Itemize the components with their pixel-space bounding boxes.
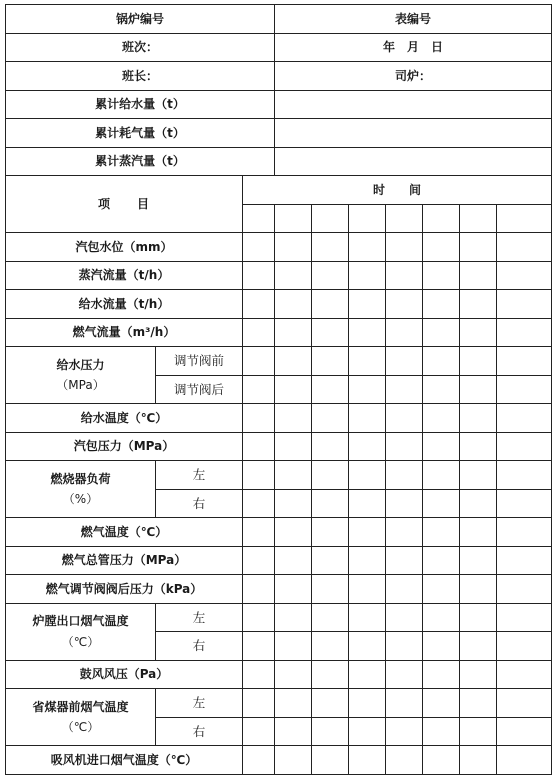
data-cell[interactable]	[275, 489, 312, 518]
data-cell[interactable]	[349, 518, 386, 547]
data-cell[interactable]	[460, 575, 497, 604]
data-cell[interactable]	[460, 632, 497, 661]
data-cell[interactable]	[243, 575, 275, 604]
foreman-label: 班长：	[6, 62, 275, 91]
data-cell[interactable]	[460, 290, 497, 319]
data-cell[interactable]	[386, 489, 423, 518]
data-cell[interactable]	[243, 261, 275, 290]
data-cell[interactable]	[423, 347, 460, 376]
data-cell[interactable]	[386, 575, 423, 604]
data-cell[interactable]	[423, 290, 460, 319]
data-cell[interactable]	[312, 632, 349, 661]
before-valve-label: 调节阀前	[156, 347, 243, 376]
data-cell[interactable]	[312, 318, 349, 347]
burner-load-title: 燃烧器负荷	[50, 471, 111, 486]
cumulative-steam-row	[6, 147, 552, 176]
economizer-row-left	[6, 689, 552, 718]
time-slot-cell[interactable]	[349, 204, 386, 233]
time-slot-cell[interactable]	[460, 204, 497, 233]
steam-flow-label: 蒸汽流量（t/h）	[6, 261, 243, 290]
data-cell[interactable]	[275, 318, 312, 347]
data-cell[interactable]	[497, 233, 552, 262]
data-cell[interactable]	[349, 689, 386, 718]
burner-load-row-left	[6, 461, 552, 490]
data-cell[interactable]	[386, 318, 423, 347]
data-cell[interactable]	[312, 375, 349, 404]
blower-pressure-row	[6, 660, 552, 689]
feed-pressure-row-before	[6, 347, 552, 376]
fan-inlet-temp-label: 吸风机进口烟气温度（℃）	[6, 746, 243, 775]
data-cell[interactable]	[312, 261, 349, 290]
gas-temp-label: 燃气温度（℃）	[6, 518, 243, 547]
data-cell[interactable]	[386, 233, 423, 262]
feed-flow-row	[6, 290, 552, 319]
data-cell[interactable]	[349, 717, 386, 746]
data-cell[interactable]	[497, 489, 552, 518]
data-cell[interactable]	[275, 546, 312, 575]
cumulative-gas-cell[interactable]	[275, 119, 552, 148]
data-cell[interactable]	[497, 404, 552, 433]
meter-no-label: 表编号	[275, 5, 552, 34]
data-cell[interactable]	[349, 347, 386, 376]
data-cell[interactable]	[386, 632, 423, 661]
furnace-outlet-label	[6, 603, 156, 660]
data-cell[interactable]	[275, 233, 312, 262]
data-cell[interactable]	[349, 261, 386, 290]
data-cell[interactable]	[460, 261, 497, 290]
data-cell[interactable]	[386, 432, 423, 461]
data-cell[interactable]	[312, 689, 349, 718]
data-cell[interactable]	[275, 290, 312, 319]
data-cell[interactable]	[460, 546, 497, 575]
drum-level-label: 汽包水位（mm）	[6, 233, 243, 262]
header-row-foreman	[6, 62, 552, 91]
data-cell[interactable]	[386, 746, 423, 775]
economizer-label	[6, 689, 156, 746]
data-cell[interactable]	[349, 318, 386, 347]
data-cell[interactable]	[497, 461, 552, 490]
data-cell[interactable]	[497, 575, 552, 604]
data-cell[interactable]	[243, 518, 275, 547]
gas-flow-label: 燃气流量（m³/h）	[6, 318, 243, 347]
data-cell[interactable]	[386, 689, 423, 718]
burner-load-label	[6, 461, 156, 518]
data-cell[interactable]	[386, 347, 423, 376]
data-cell[interactable]	[423, 518, 460, 547]
data-cell[interactable]	[275, 461, 312, 490]
data-cell[interactable]	[275, 660, 312, 689]
data-cell[interactable]	[423, 632, 460, 661]
grid-header-row	[6, 176, 552, 205]
data-cell[interactable]	[243, 347, 275, 376]
fan-inlet-temp-row	[6, 746, 552, 775]
data-cell[interactable]	[275, 432, 312, 461]
data-cell[interactable]	[312, 660, 349, 689]
economizer-left-label: 左	[156, 689, 243, 718]
data-cell[interactable]	[349, 489, 386, 518]
data-cell[interactable]	[460, 375, 497, 404]
gas-temp-row	[6, 518, 552, 547]
furnace-right-label: 右	[156, 632, 243, 661]
gas-valve-pressure-label: 燃气调节阀阀后压力（kPa）	[6, 575, 243, 604]
data-cell[interactable]	[460, 746, 497, 775]
after-valve-label: 调节阀后	[156, 375, 243, 404]
data-cell[interactable]	[243, 689, 275, 718]
data-cell[interactable]	[497, 375, 552, 404]
data-cell[interactable]	[312, 290, 349, 319]
cumulative-gas-row	[6, 119, 552, 148]
data-cell[interactable]	[275, 518, 312, 547]
data-cell[interactable]	[349, 233, 386, 262]
data-cell[interactable]	[497, 689, 552, 718]
data-cell[interactable]	[243, 660, 275, 689]
data-cell[interactable]	[386, 518, 423, 547]
time-slot-cell[interactable]	[497, 204, 552, 233]
data-cell[interactable]	[349, 290, 386, 319]
time-slot-cell[interactable]	[423, 204, 460, 233]
data-cell[interactable]	[497, 546, 552, 575]
data-cell[interactable]	[275, 347, 312, 376]
data-cell[interactable]	[423, 233, 460, 262]
data-cell[interactable]	[243, 461, 275, 490]
data-cell[interactable]	[460, 347, 497, 376]
data-cell[interactable]	[312, 546, 349, 575]
data-cell[interactable]	[312, 518, 349, 547]
data-cell[interactable]	[312, 746, 349, 775]
data-cell[interactable]	[497, 746, 552, 775]
data-cell[interactable]	[460, 518, 497, 547]
time-slot-cell[interactable]	[386, 204, 423, 233]
boiler-operation-log	[5, 4, 551, 775]
data-cell[interactable]	[497, 518, 552, 547]
data-cell[interactable]	[423, 404, 460, 433]
data-cell[interactable]	[312, 489, 349, 518]
data-cell[interactable]	[460, 318, 497, 347]
data-cell[interactable]	[349, 746, 386, 775]
data-cell[interactable]	[312, 347, 349, 376]
data-cell[interactable]	[497, 290, 552, 319]
cumulative-steam-cell[interactable]	[275, 147, 552, 176]
burner-load-unit: （%）	[62, 492, 99, 506]
data-cell[interactable]	[275, 632, 312, 661]
economizer-title: 省煤器前烟气温度	[32, 699, 129, 714]
data-cell[interactable]	[386, 660, 423, 689]
furnace-outlet-unit: （℃）	[61, 634, 100, 649]
data-cell[interactable]	[275, 404, 312, 433]
data-cell[interactable]	[349, 432, 386, 461]
blower-pressure-label: 鼓风风压（Pa）	[6, 660, 243, 689]
feed-flow-label: 给水流量（t/h）	[6, 290, 243, 319]
data-cell[interactable]	[312, 603, 349, 632]
data-cell[interactable]	[423, 489, 460, 518]
data-cell[interactable]	[386, 404, 423, 433]
data-cell[interactable]	[497, 660, 552, 689]
gas-valve-pressure-row	[6, 575, 552, 604]
data-cell[interactable]	[460, 461, 497, 490]
data-cell[interactable]	[497, 432, 552, 461]
data-cell[interactable]	[460, 717, 497, 746]
data-cell[interactable]	[243, 717, 275, 746]
data-cell[interactable]	[275, 603, 312, 632]
data-cell[interactable]	[349, 575, 386, 604]
data-cell[interactable]	[386, 717, 423, 746]
boiler-no-label: 锅炉编号	[6, 5, 275, 34]
data-cell[interactable]	[349, 546, 386, 575]
furnace-outlet-row-left	[6, 603, 552, 632]
data-cell[interactable]	[243, 603, 275, 632]
data-cell[interactable]	[423, 717, 460, 746]
data-cell[interactable]	[312, 432, 349, 461]
data-cell[interactable]	[423, 746, 460, 775]
data-cell[interactable]	[423, 318, 460, 347]
data-cell[interactable]	[423, 461, 460, 490]
feed-pressure-label	[6, 347, 156, 404]
data-cell[interactable]	[460, 233, 497, 262]
header-row-boiler	[6, 5, 552, 34]
cumulative-steam-label: 累计蒸汽量（t）	[6, 147, 275, 176]
log-table	[5, 4, 552, 775]
item-header: 项 目	[6, 176, 243, 233]
data-cell[interactable]	[349, 375, 386, 404]
cumulative-feed-label: 累计给水量（t）	[6, 90, 275, 119]
data-cell[interactable]	[243, 632, 275, 661]
gas-main-pressure-row	[6, 546, 552, 575]
data-cell[interactable]	[386, 546, 423, 575]
economizer-right-label: 右	[156, 717, 243, 746]
data-cell[interactable]	[349, 632, 386, 661]
data-cell[interactable]	[243, 432, 275, 461]
data-cell[interactable]	[243, 546, 275, 575]
time-header: 时 间	[243, 176, 552, 205]
data-cell[interactable]	[275, 375, 312, 404]
data-cell[interactable]	[386, 290, 423, 319]
data-cell[interactable]	[243, 318, 275, 347]
feed-temp-label: 给水温度（℃）	[6, 404, 243, 433]
feed-pressure-title: 给水压力	[56, 357, 105, 372]
drum-pressure-row	[6, 432, 552, 461]
data-cell[interactable]	[312, 575, 349, 604]
time-slot-cell[interactable]	[312, 204, 349, 233]
data-cell[interactable]	[312, 404, 349, 433]
data-cell[interactable]	[460, 489, 497, 518]
data-cell[interactable]	[312, 461, 349, 490]
time-slot-cell[interactable]	[275, 204, 312, 233]
data-cell[interactable]	[386, 261, 423, 290]
gas-flow-row	[6, 318, 552, 347]
data-cell[interactable]	[243, 290, 275, 319]
data-cell[interactable]	[497, 603, 552, 632]
data-cell[interactable]	[460, 432, 497, 461]
furnace-left-label: 左	[156, 603, 243, 632]
feed-pressure-unit: （MPa）	[56, 378, 105, 392]
data-cell[interactable]	[497, 318, 552, 347]
data-cell[interactable]	[386, 603, 423, 632]
data-cell[interactable]	[423, 660, 460, 689]
data-cell[interactable]	[386, 375, 423, 404]
data-cell[interactable]	[423, 575, 460, 604]
data-cell[interactable]	[423, 689, 460, 718]
data-cell[interactable]	[243, 375, 275, 404]
operator-label: 司炉：	[275, 62, 552, 91]
data-cell[interactable]	[243, 233, 275, 262]
gas-main-pressure-label: 燃气总管压力（MPa）	[6, 546, 243, 575]
data-cell[interactable]	[275, 261, 312, 290]
data-cell[interactable]	[497, 717, 552, 746]
feed-temp-row	[6, 404, 552, 433]
drum-pressure-label: 汽包压力（MPa）	[6, 432, 243, 461]
data-cell[interactable]	[423, 432, 460, 461]
cumulative-feed-row	[6, 90, 552, 119]
data-cell[interactable]	[497, 261, 552, 290]
data-cell[interactable]	[460, 603, 497, 632]
economizer-unit: （℃）	[61, 720, 100, 734]
data-cell[interactable]	[497, 632, 552, 661]
data-cell[interactable]	[243, 746, 275, 775]
data-cell[interactable]	[349, 461, 386, 490]
furnace-outlet-title: 炉膛出口烟气温度	[32, 614, 129, 629]
data-cell[interactable]	[312, 717, 349, 746]
data-cell[interactable]	[275, 717, 312, 746]
data-cell[interactable]	[460, 404, 497, 433]
data-cell[interactable]	[243, 404, 275, 433]
data-cell[interactable]	[386, 461, 423, 490]
drum-level-row	[6, 233, 552, 262]
data-cell[interactable]	[349, 603, 386, 632]
data-cell[interactable]	[243, 489, 275, 518]
burner-right-label: 右	[156, 489, 243, 518]
data-cell[interactable]	[423, 261, 460, 290]
data-cell[interactable]	[275, 575, 312, 604]
date-label: 年 月 日	[275, 33, 552, 62]
time-slot-cell[interactable]	[243, 204, 275, 233]
data-cell[interactable]	[349, 660, 386, 689]
data-cell[interactable]	[275, 689, 312, 718]
data-cell[interactable]	[312, 233, 349, 262]
header-row-shift	[6, 33, 552, 62]
burner-left-label: 左	[156, 461, 243, 490]
data-cell[interactable]	[423, 603, 460, 632]
data-cell[interactable]	[497, 347, 552, 376]
data-cell[interactable]	[460, 660, 497, 689]
shift-label: 班次：	[6, 33, 275, 62]
data-cell[interactable]	[423, 375, 460, 404]
data-cell[interactable]	[423, 546, 460, 575]
data-cell[interactable]	[275, 746, 312, 775]
data-cell[interactable]	[460, 689, 497, 718]
steam-flow-row	[6, 261, 552, 290]
cumulative-feed-cell[interactable]	[275, 90, 552, 119]
cumulative-gas-label: 累计耗气量（t）	[6, 119, 275, 148]
data-cell[interactable]	[349, 404, 386, 433]
